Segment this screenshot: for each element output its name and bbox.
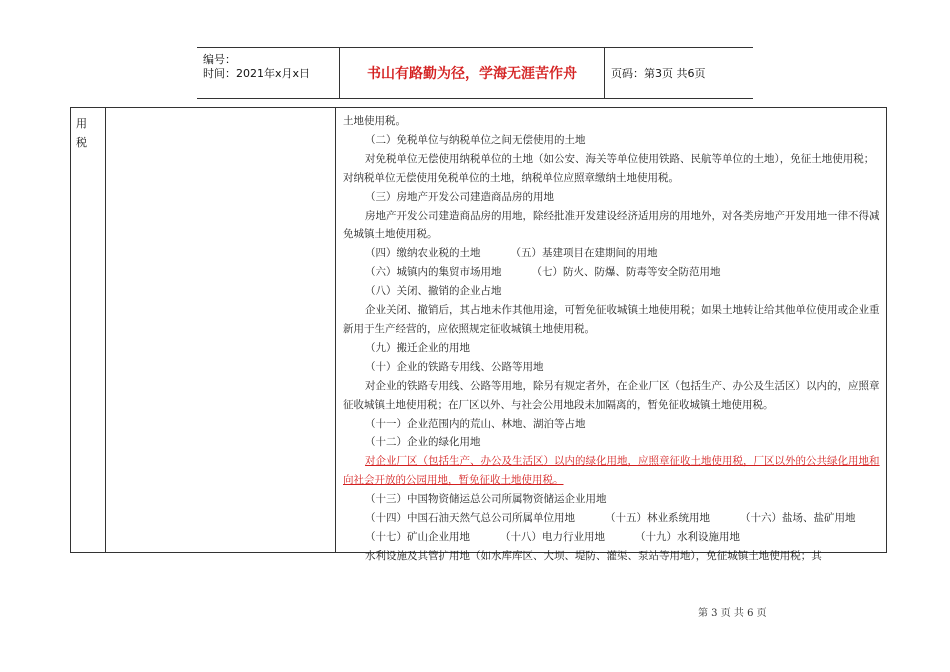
item: （五）基建项目在建期间的用地 <box>510 247 658 260</box>
item: （十八）电力行业用地 <box>500 530 606 543</box>
category-char: 税 <box>76 136 87 149</box>
paragraph: 土地使用税。 <box>343 115 406 127</box>
item: （十四）中国石油天然气总公司所属单位用地 <box>365 512 576 525</box>
paragraph: 水利设施及其管扩用地（如水库库区、大坝、堤防、灌渠、泵站等用地），免征城镇土地使用税；其 <box>365 549 822 562</box>
paragraph: （九）搬迁企业的用地 <box>365 341 471 354</box>
paragraph <box>343 263 880 282</box>
highlighted-paragraph: 对企业厂区（包括生产、办公及生活区）以内的绿化用地，应照章征收土地使用税，厂区以外的公共绿化用地和向社会开放的公园用地，暂免征收土地使用税。 <box>343 455 880 487</box>
category-cell <box>71 108 106 552</box>
number-label: 编号： <box>203 53 236 66</box>
paragraph: （十二）企业的绿化用地 <box>365 436 481 449</box>
item: （七）防火、防爆、防毒等安全防范用地 <box>531 266 721 279</box>
header-table <box>197 47 753 99</box>
header-meta <box>197 48 339 98</box>
item: （十七）矿山企业用地 <box>365 530 471 543</box>
item: （十九）水利设施用地 <box>635 530 741 543</box>
paragraph: （二）免税单位与纳税单位之间无偿使用的土地 <box>365 133 586 146</box>
paragraph <box>343 528 880 547</box>
text-cell <box>336 108 886 562</box>
paragraph: （十三）中国物资储运总公司所属物资储运企业用地 <box>365 493 607 506</box>
paragraph: 房地产开发公司建造商品房的用地，除经批准开发建设经济适用房的用地外，对各类房地产开发用地一律不得减免城镇土地使用税。 <box>343 209 880 241</box>
paragraph: 对免税单位无偿使用纳税单位的土地（如公安、海关等单位使用铁路、民航等单位的土地），免征土地使用税；对纳税单位无偿使用免税单位的土地，纳税单位应照章缴纳土地使用税。 <box>343 152 875 184</box>
page-footer: 第 3 页 共 6 页 <box>698 608 767 619</box>
category-char: 用 <box>76 117 87 130</box>
paragraph: （八）关闭、撤销的企业占地 <box>365 285 502 298</box>
item: （十五）林业系统用地 <box>605 512 711 525</box>
paragraph <box>343 244 880 263</box>
item: （四）缴纳农业税的土地 <box>365 247 481 260</box>
paragraph: 企业关闭、撤销后，其占地未作其他用途，可暂免征收城镇土地使用税；如果土地转让给其他单位使用或企业重新用于生产经营的，应依照规定征收城镇土地使用税。 <box>343 304 880 335</box>
paragraph: （十）企业的铁路专用线、公路等用地 <box>365 360 544 373</box>
paragraph: （三）房地产开发公司建造商品房的用地 <box>365 190 555 203</box>
paragraph: （十一）企业范围内的荒山、林地、湖泊等占地 <box>365 417 586 430</box>
item: （十六）盐场、盐矿用地 <box>740 512 856 525</box>
content-table <box>70 107 887 562</box>
paragraph <box>343 509 880 528</box>
paragraph: 对企业的铁路专用线、公路等用地，除另有规定者外，在企业厂区（包括生产、办公及生活区）以内的，应照章征收城镇土地使用税；在厂区以外、与社会公用地段未加隔离的，暂免征收城镇土地使用税。 <box>343 379 880 411</box>
item: （六）城镇内的集贸市场用地 <box>365 266 502 279</box>
motto: 书山有路勤为径，学海无涯苦作舟 <box>339 48 605 98</box>
time-label: 时间：2021年x月x日 <box>203 67 311 80</box>
blank-cell <box>106 108 336 552</box>
page-label: 页码：第3页 共6页 <box>611 67 706 80</box>
